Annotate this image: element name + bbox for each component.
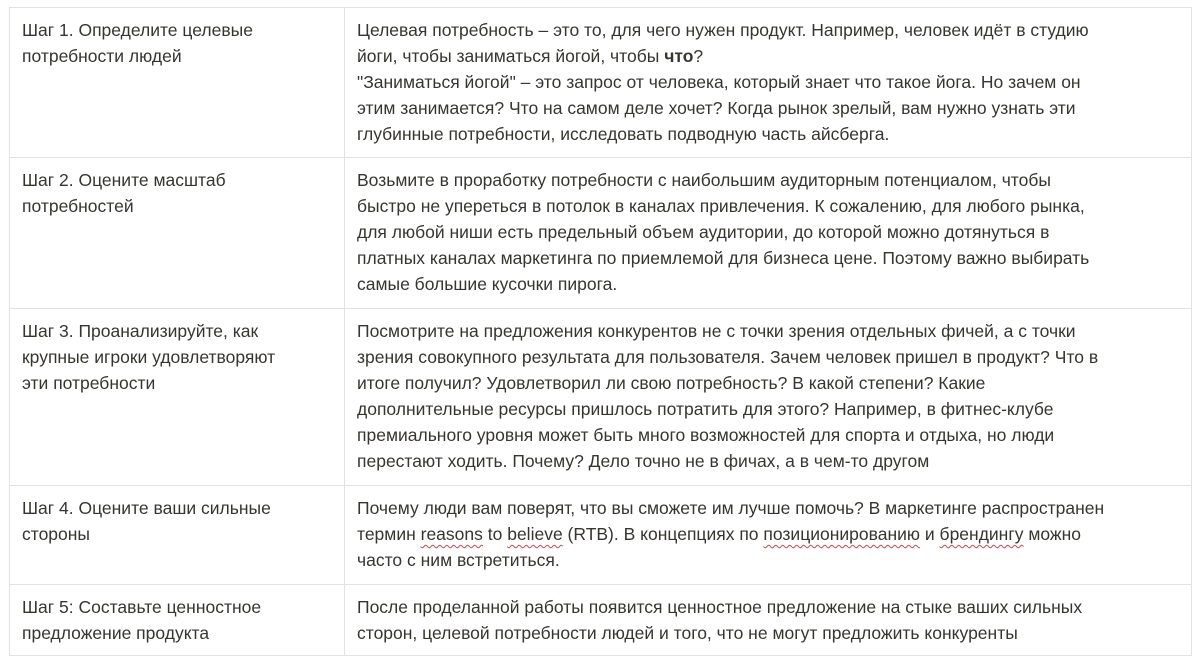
step-title-line: Шаг 4. Оцените ваши сильные bbox=[22, 498, 271, 518]
description-line: Целевая потребность – это то, для чего нужен продукт. Например, человек идёт в студию bbox=[357, 20, 1089, 40]
step-title-line: стороны bbox=[22, 524, 91, 544]
step-title-cell[interactable] bbox=[10, 158, 345, 309]
table-row-step-5 bbox=[10, 585, 1192, 656]
step-title-line: потребностей bbox=[22, 196, 134, 216]
step-title-line: Шаг 3. Проанализируйте, как bbox=[22, 321, 259, 341]
spellcheck-word[interactable]: reasons bbox=[420, 524, 483, 544]
spellcheck-word[interactable]: брендингу bbox=[939, 524, 1024, 544]
step-title-line: потребности людей bbox=[22, 46, 182, 66]
description-line: перестают ходить. Почему? Дело точно не в фичах, а в чем-то другом bbox=[357, 451, 930, 471]
step-title-line: Шаг 1. Определите целевые bbox=[22, 20, 253, 40]
step-title-cell[interactable] bbox=[10, 8, 345, 158]
description-line: часто с ним встретиться. bbox=[357, 550, 560, 570]
step-description-cell[interactable] bbox=[345, 486, 1192, 585]
description-line: для любой ниши есть предельный объем аудитории, до которой можно дотянуться в bbox=[357, 222, 1050, 242]
description-line: премиального уровня может быть много возможностей для спорта и отдыха, но люди bbox=[357, 425, 1055, 445]
description-line: Почему люди вам поверят, что вы сможете им лучше помочь? В маркетинге распространен bbox=[357, 498, 1105, 518]
table-row-step-2 bbox=[10, 158, 1192, 309]
step-title-cell[interactable] bbox=[10, 585, 345, 656]
table-row-step-4 bbox=[10, 486, 1192, 585]
description-text: (RTB). В концепциях по bbox=[562, 524, 764, 544]
description-line: платных каналах маркетинга по приемлемой для бизнеса цене. Поэтому важно выбирать bbox=[357, 248, 1090, 268]
description-text: можно bbox=[1023, 524, 1082, 544]
description-line: итоге получил? Удовлетворил ли свою потребность? В какой степени? Какие bbox=[357, 373, 986, 393]
step-title-cell[interactable] bbox=[10, 309, 345, 486]
step-title-line: Шаг 5: Составьте ценностное bbox=[22, 597, 262, 617]
description-line: После проделанной работы появится ценностное предложение на стыке ваших сильных bbox=[357, 597, 1083, 617]
steps-table-container bbox=[9, 7, 1191, 656]
description-text: термин bbox=[357, 524, 421, 544]
steps-table bbox=[9, 7, 1192, 656]
step-description-cell[interactable] bbox=[345, 309, 1192, 486]
spellcheck-word[interactable]: believe bbox=[507, 524, 563, 544]
table-row-step-3 bbox=[10, 309, 1192, 486]
description-line: Возьмите в проработку потребности с наибольшим аудиторным потенциалом, чтобы bbox=[357, 170, 1051, 190]
step-description-cell[interactable] bbox=[345, 8, 1192, 158]
description-line: этим занимается? Что на самом деле хочет? Когда рынок зрелый, вам нужно узнать эти bbox=[357, 98, 1076, 118]
step-title-line: крупные игроки удовлетворяют bbox=[22, 347, 276, 367]
step-description-cell[interactable] bbox=[345, 158, 1192, 309]
description-text: йоги, чтобы заниматься йогой, чтобы bbox=[357, 46, 665, 66]
spellcheck-word[interactable]: позиционированию bbox=[763, 524, 921, 544]
description-line: зрения совокупного результата для пользователя. Зачем человек пришел в продукт? Что в bbox=[357, 347, 1099, 367]
step-title-line: Шаг 2. Оцените масштаб bbox=[22, 170, 226, 190]
description-line: глубинные потребности, исследовать подводную часть айсберга. bbox=[357, 124, 890, 144]
step-title-line: предложение продукта bbox=[22, 623, 210, 643]
description-line bbox=[357, 43, 1179, 69]
table-row-step-1 bbox=[10, 8, 1192, 158]
description-line: дополнительные ресурсы пришлось потратить для этого? Например, в фитнес-клубе bbox=[357, 399, 1054, 419]
description-line: сторон, целевой потребности людей и того, что не могут предложить конкуренты bbox=[357, 623, 1018, 643]
description-line: самые большие кусочки пирога. bbox=[357, 274, 618, 294]
description-line bbox=[357, 521, 1179, 547]
description-line: Посмотрите на предложения конкурентов не с точки зрения отдельных фичей, а с точки bbox=[357, 321, 1076, 341]
step-title-cell[interactable] bbox=[10, 486, 345, 585]
description-text: to bbox=[482, 524, 508, 544]
step-description-cell[interactable] bbox=[345, 585, 1192, 656]
description-text: и bbox=[920, 524, 940, 544]
bold-emphasis-text: что bbox=[664, 46, 694, 66]
description-line: быстро не упереться в потолок в каналах привлечения. К сожалению, для любого рынка, bbox=[357, 196, 1085, 216]
description-line: "Заниматься йогой" – это запрос от человека, который знает что такое йога. Но зачем он bbox=[357, 72, 1081, 92]
step-title-line: эти потребности bbox=[22, 373, 156, 393]
description-text: ? bbox=[693, 46, 704, 66]
